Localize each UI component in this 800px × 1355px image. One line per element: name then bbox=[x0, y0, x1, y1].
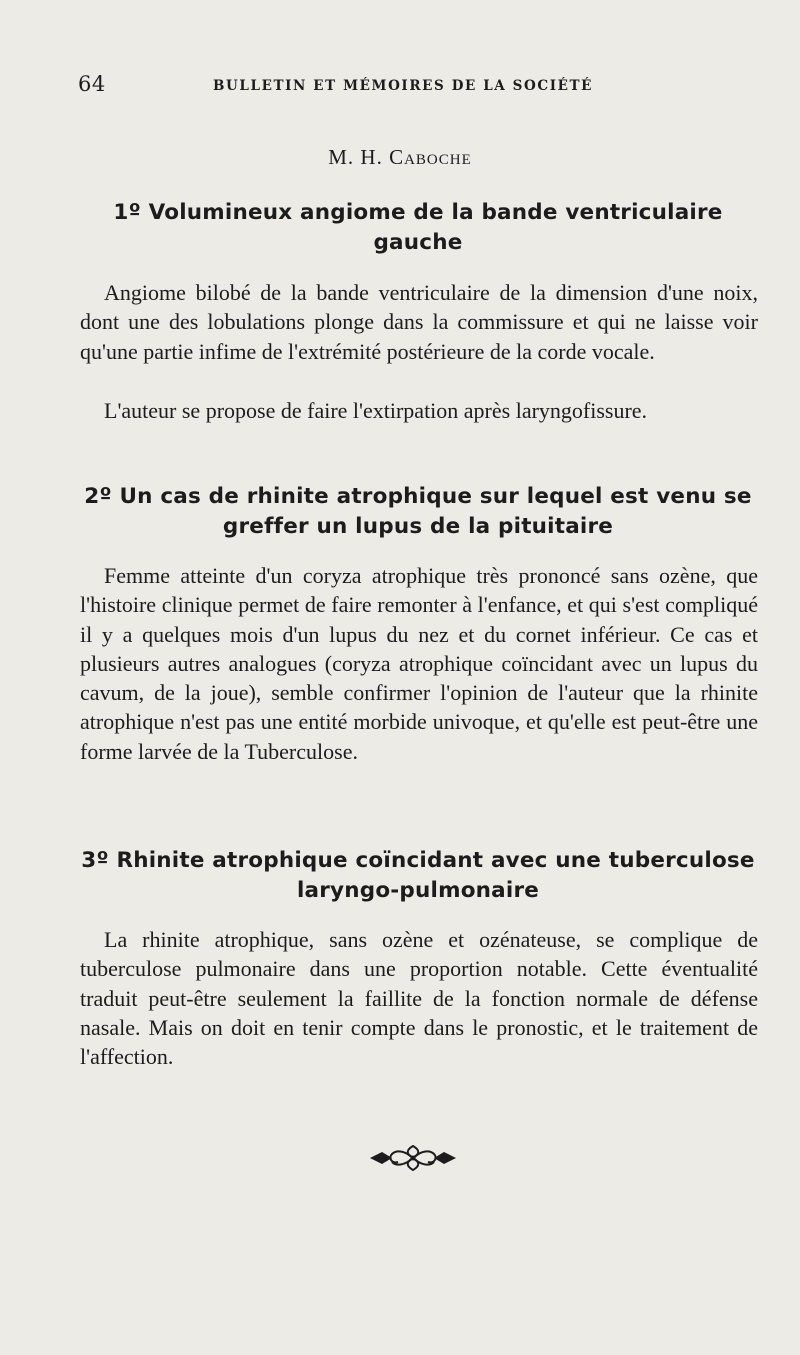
fleuron-ornament-icon bbox=[368, 1140, 458, 1176]
running-title: BULLETIN ET MÉMOIRES DE LA SOCIÉTÉ bbox=[213, 78, 594, 94]
page-number: 64 bbox=[78, 72, 106, 96]
author-surname: Caboche bbox=[389, 145, 472, 169]
section-2-paragraph-1: Femme atteinte d'un coryza atrophique très prononcé sans ozène, que l'histoire clinique permet de faire remonter à l'enfance, et qui s'est compliqué il y a quelques mois d'un lupus du nez et du cornet inférieur. Ce cas et plusieurs autres analogues (coryza atrophique coïncidant avec un lupus du cavum, de la joue), semble confirmer l'opinion de l'auteur que la rhinite atrophique n'est pas une entité morbide univoque, et qu'elle est peut-être une forme larvée de la Tuberculose. bbox=[80, 563, 758, 764]
section-1-paragraph-1: Angiome bilobé de la bande ventriculaire de la dimension d'une noix, dont une des lobulations plonge dans la commissure et qui ne laisse voir qu'une partie infime de l'extrémité postérieure de la corde vocale. bbox=[80, 280, 758, 364]
section-3-paragraph-1: La rhinite atrophique, sans ozène et ozénateuse, se complique de tuberculose pulmonaire dans une proportion notable. Cette éventualité traduit peut-être seulement la faillite de la fonction normale de défense nasale. Mais on doit en tenir compte dans le pronostic, et le traitement de l'affection. bbox=[80, 927, 758, 1070]
section-2-title: 2º Un cas de rhinite atrophique sur lequel est venu se greffer un lupus de la pituitaire bbox=[84, 484, 752, 539]
page-header bbox=[78, 72, 758, 102]
section-1-title: 1º Volumineux angiome de la bande ventriculaire gauche bbox=[113, 200, 723, 255]
section-1-paragraph-2: L'auteur se propose de faire l'extirpation après laryngofissure. bbox=[104, 398, 648, 423]
author-line bbox=[0, 145, 800, 170]
author-initials: M. H. bbox=[328, 145, 390, 169]
section-3-title: 3º Rhinite atrophique coïncidant avec une tuberculose laryngo-pulmonaire bbox=[81, 848, 755, 903]
